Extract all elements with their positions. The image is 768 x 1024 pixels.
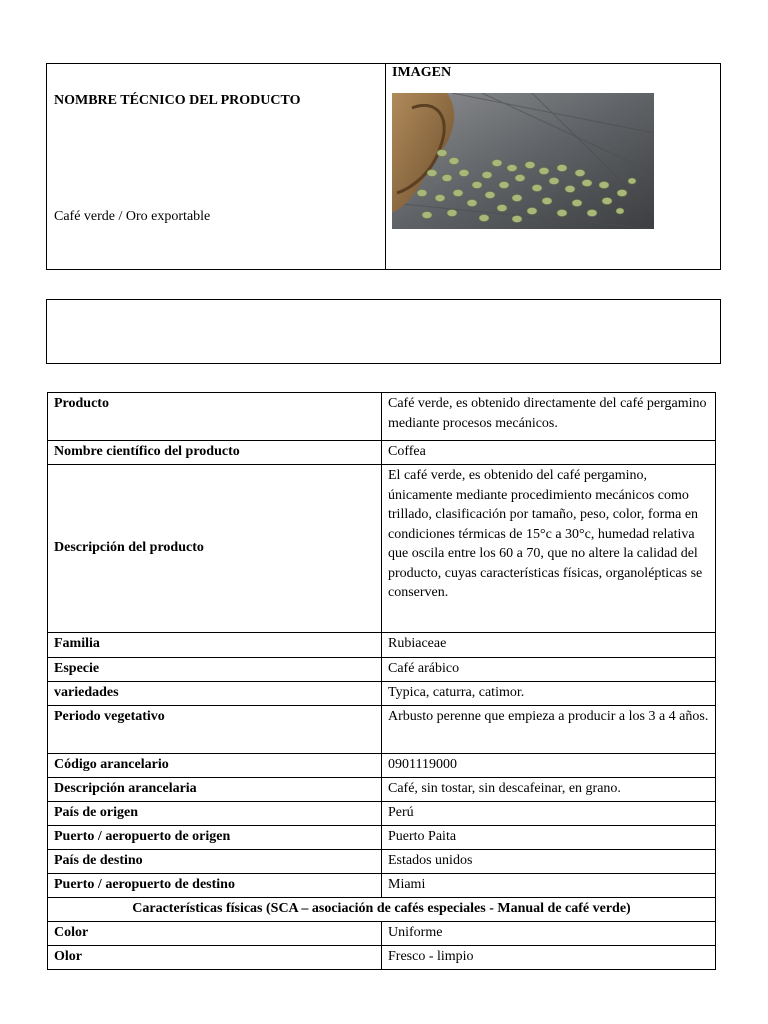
spec-value: Café, sin tostar, sin descafeinar, en grano.	[382, 778, 716, 802]
spec-label: Puerto / aeropuerto de destino	[48, 874, 382, 898]
spec-label: Código arancelario	[48, 754, 382, 778]
spec-value: Café arábico	[382, 658, 716, 682]
table-row	[48, 393, 716, 441]
spec-value: El café verde, es obtenido del café pergamino, únicamente mediante procedimiento mecánicos como trillado, clasificación por tamaño, peso, color, forma en condiciones térmicas de 15°c a 30°c, humedad relativa que oscila entre los 60 a 70, que no altere la calidad del producto, cuyas características físicas, organolépticas se conserven.	[382, 465, 716, 633]
physical-characteristics-heading: Características físicas (SCA – asociación de cafés especiales - Manual de café verde)	[48, 898, 716, 922]
spec-label: variedades	[48, 682, 382, 706]
spec-value: Uniforme	[382, 922, 716, 946]
product-name-value: Café verde / Oro exportable	[54, 209, 211, 224]
spec-value: 0901119000	[382, 754, 716, 778]
spec-label: Descripción arancelaria	[48, 778, 382, 802]
spec-label: País de destino	[48, 850, 382, 874]
table-row	[48, 778, 716, 802]
spec-label: Familia	[48, 633, 382, 658]
product-header-table	[46, 63, 721, 270]
table-row	[48, 441, 716, 465]
spec-value: Café verde, es obtenido directamente del café pergamino mediante procesos mecánicos.	[382, 393, 716, 441]
table-row	[48, 874, 716, 898]
product-name-cell	[47, 64, 386, 269]
table-row	[48, 802, 716, 826]
spec-label: Color	[48, 922, 382, 946]
table-row	[48, 682, 716, 706]
section-row	[48, 898, 716, 922]
table-row	[48, 633, 716, 658]
spec-value: Fresco - limpio	[382, 946, 716, 970]
spec-value: Coffea	[382, 441, 716, 465]
spec-label: Periodo vegetativo	[48, 706, 382, 754]
table-row	[48, 826, 716, 850]
table-row	[48, 465, 716, 633]
spec-label: Descripción del producto	[48, 465, 382, 633]
table-row	[48, 658, 716, 682]
blank-box	[46, 299, 721, 364]
spec-label: Nombre científico del producto	[48, 441, 382, 465]
image-cell	[386, 64, 720, 269]
spec-label: Puerto / aeropuerto de origen	[48, 826, 382, 850]
table-row	[48, 706, 716, 754]
technical-name-heading: NOMBRE TÉCNICO DEL PRODUCTO	[54, 93, 301, 108]
spec-label: Producto	[48, 393, 382, 441]
product-spec-table	[47, 392, 716, 970]
spec-value: Estados unidos	[382, 850, 716, 874]
spec-value: Puerto Paita	[382, 826, 716, 850]
spec-label: País de origen	[48, 802, 382, 826]
spec-value: Typica, caturra, catimor.	[382, 682, 716, 706]
green-coffee-sack-photo	[392, 93, 654, 229]
spec-label: Especie	[48, 658, 382, 682]
image-heading: IMAGEN	[392, 65, 452, 80]
table-row	[48, 754, 716, 778]
spec-value: Perú	[382, 802, 716, 826]
spec-value: Arbusto perenne que empieza a producir a los 3 a 4 años.	[382, 706, 716, 754]
spec-value: Miami	[382, 874, 716, 898]
table-row	[48, 850, 716, 874]
spec-label: Olor	[48, 946, 382, 970]
spec-value: Rubiaceae	[382, 633, 716, 658]
table-row	[48, 922, 716, 946]
table-row	[48, 946, 716, 970]
